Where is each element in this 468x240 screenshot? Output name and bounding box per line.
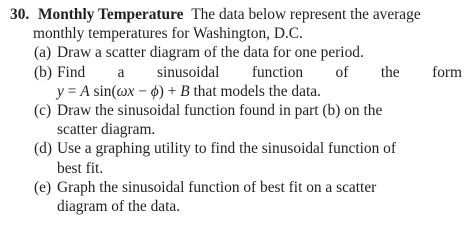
problem-intro-line-2: monthly temperatures for Washington, D.C. <box>33 25 303 43</box>
problem-number: 30. <box>10 6 30 23</box>
part-e <box>10 178 462 216</box>
part-a-text: Draw a scatter diagram of the data for one period. <box>57 44 364 62</box>
eq-phi: ϕ <box>150 82 159 100</box>
part-c <box>10 101 462 139</box>
eq-b: B <box>180 82 190 100</box>
eq-equals: = <box>67 82 77 100</box>
part-c-label: (c) <box>34 102 52 120</box>
part-e-text-line-1: Graph the sinusoidal function of best fit on a scatter <box>57 178 377 196</box>
part-b-word: function <box>251 63 304 81</box>
eq-omega: ω <box>116 82 128 100</box>
eq-rparen: ) <box>158 82 164 100</box>
part-a-label: (a) <box>34 44 52 62</box>
part-b-word: form <box>432 63 462 81</box>
part-b-word: sinusoidal <box>156 63 220 81</box>
problem-title: Monthly Temperature <box>38 6 184 23</box>
part-b-word: of <box>335 63 349 81</box>
part-d-text-line-2: best fit. <box>57 159 104 177</box>
part-b-word: a <box>117 63 125 81</box>
eq-sin: sin <box>93 82 112 100</box>
part-b-word: the <box>380 63 400 81</box>
eq-a: A <box>80 82 90 100</box>
part-d-text-line-1: Use a graphing utility to find the sinusoidal function of <box>57 140 396 158</box>
exercise-problem-30 <box>10 5 462 216</box>
part-c-text-line-1: Draw the sinusoidal function found in part (b) on the <box>57 102 383 120</box>
part-b-word: Find <box>57 63 86 81</box>
part-e-text-line-2: diagram of the data. <box>57 198 181 216</box>
eq-minus: − <box>138 82 147 100</box>
part-b-label: (b) <box>34 63 52 81</box>
part-b-equation-line <box>57 82 462 101</box>
eq-tail-text: that models the data. <box>193 82 321 100</box>
eq-lparen: ( <box>111 82 117 100</box>
eq-y: y <box>57 82 64 100</box>
problem-header-line <box>10 5 462 24</box>
part-c-text-line-2: scatter diagram. <box>57 121 156 139</box>
part-d-label: (d) <box>34 140 52 158</box>
part-b <box>10 63 462 101</box>
problem-intro-line-1: The data below represent the average <box>191 6 421 23</box>
eq-x: x <box>127 82 135 100</box>
part-d <box>10 139 462 177</box>
part-e-label: (e) <box>34 178 52 196</box>
part-b-first-line <box>57 63 462 82</box>
part-a <box>10 43 462 62</box>
eq-plus: + <box>167 82 177 100</box>
